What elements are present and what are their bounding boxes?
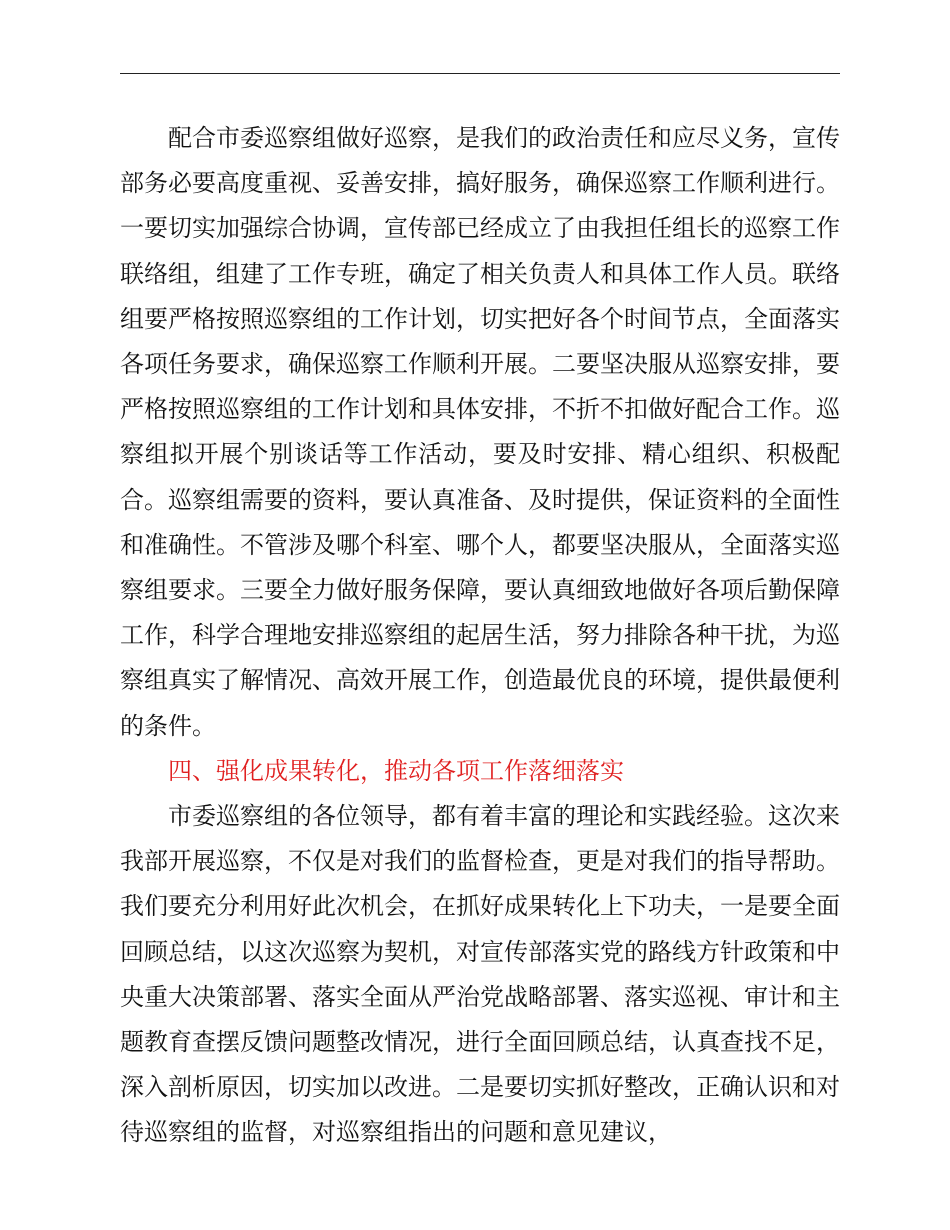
paragraph-cooperation: 配合市委巡察组做好巡察，是我们的政治责任和应尽义务，宣传部务必要高度重视、妥善安排，搞好服务，确保巡察工作顺利进行。一要切实加强综合协调，宣传部已经成立了由我担任组长的巡察工作联络组，组建了工作专班，确定了相关负责人和具体工作人员。联络组要严格按照巡察组的工作计划，切实把好各个时间节点，全面落实各项任务要求，确保巡察工作顺利开展。二要坚决服从巡察安排，要严格按照巡察组的工作计划和具体安排，不折不扣做好配合工作。巡察组拟开展个别谈话等工作活动，要及时安排、精心组织、积极配合。巡察组需要的资料，要认真准备、及时提供，保证资料的全面性和准确性。不管涉及哪个科室、哪个人，都要坚决服从，全面落实巡察组要求。三要全力做好服务保障，要认真细致地做好各项后勤保障工作，科学合理地安排巡察组的起居生活，努力排除各种干扰，为巡察组真实了解情况、高效开展工作，创造最优良的环境，提供最便利的条件。 [120, 124, 840, 740]
section-heading-four: 四、强化成果转化，推动各项工作落细落实 [168, 756, 624, 785]
header-rule [120, 73, 840, 74]
paragraph-results-transformation: 市委巡察组的各位领导，都有着丰富的理论和实践经验。这次来我部开展巡察，不仅是对我们的监督检查，更是对我们的指导帮助。我们要充分利用好此次机会，在抓好成果转化上下功夫，一是要全面回顾总结，以这次巡察为契机，对宣传部落实党的路线方针政策和中央重大决策部署、落实全面从严治党战略部署、落实巡视、审计和主题教育查摆反馈问题整改情况，进行全面回顾总结，认真查找不足，深入剖析原因，切实加以改进。二是要切实抓好整改，正确认识和对待巡察组的监督，对巡察组指出的问题和意见建议， [120, 802, 840, 1147]
document-body [120, 116, 840, 1156]
